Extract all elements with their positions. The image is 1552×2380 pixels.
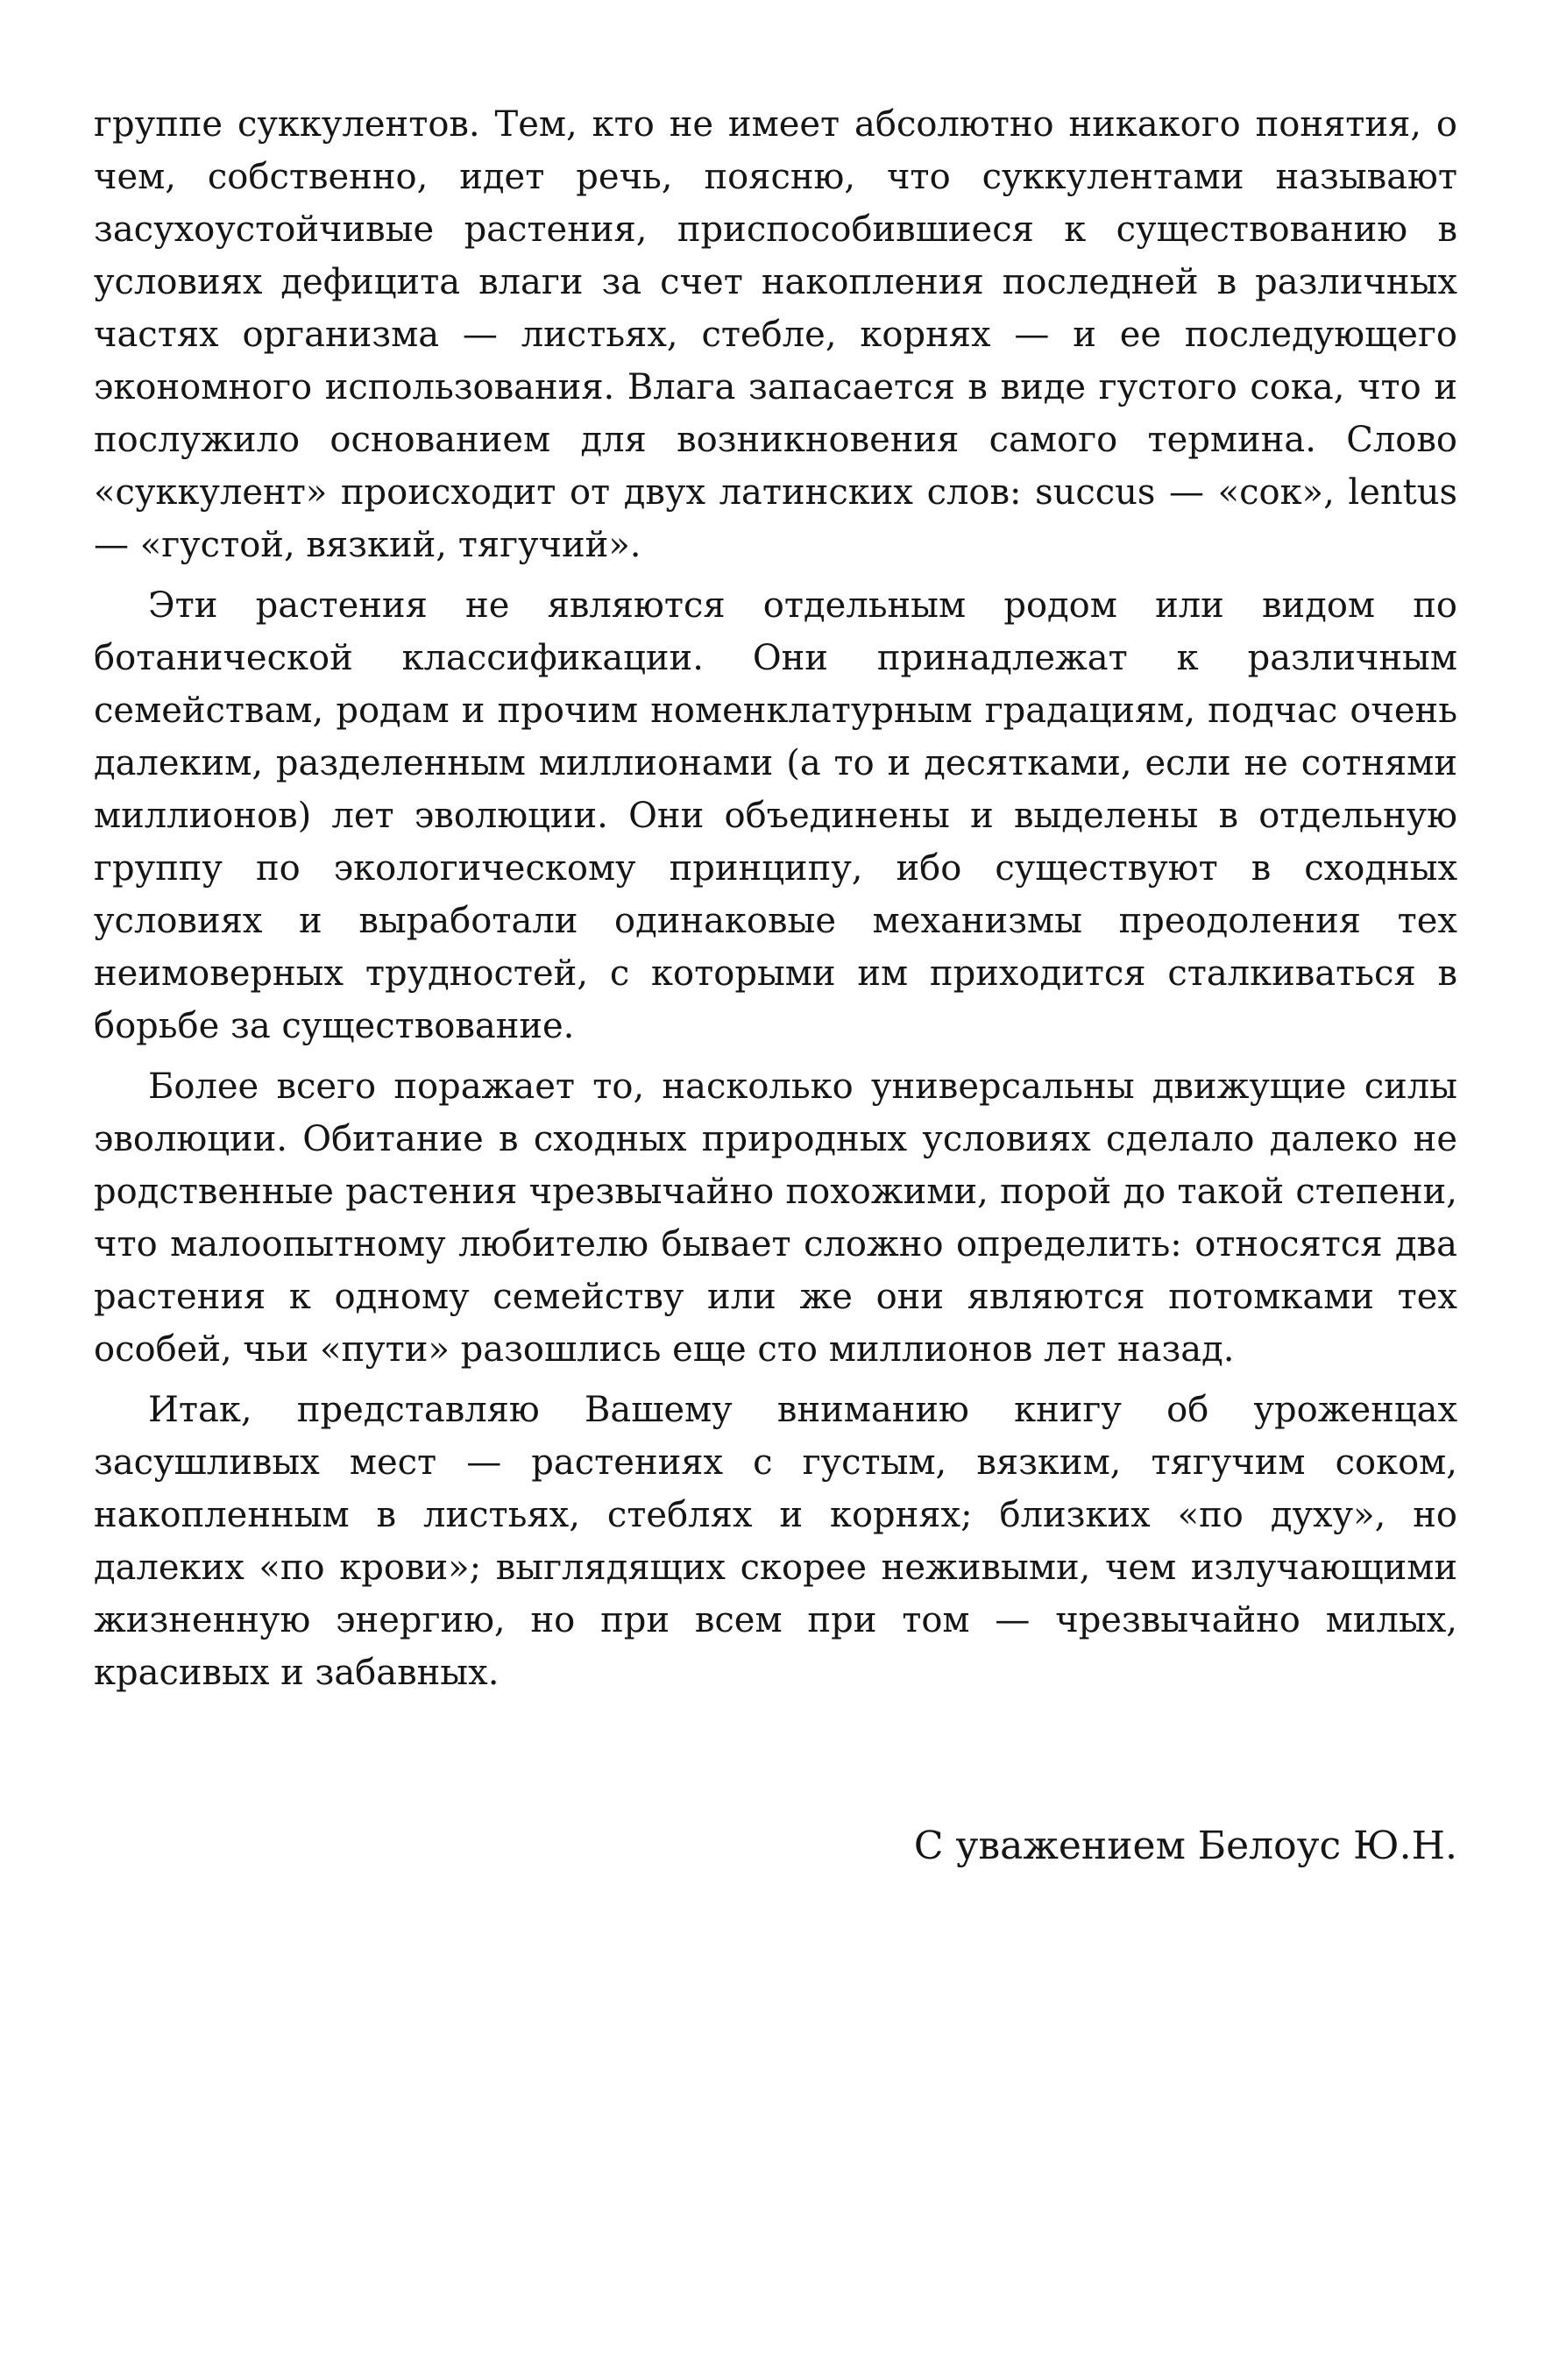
paragraph-introduction: Итак, представляю Вашему вниманию книгу об уроженцах засушливых мест — растениях с густым, вязким, тягучим соком, накопленным в листьях, стеблях и корнях; близких «по духу», но далеких «по крови»; выглядящих скорее неживыми, чем излучающими жизненную энергию, но при всем при том — чрезвычайно милых, красивых и забавных.	[94, 1390, 1457, 1693]
paragraph-classification: Эти растения не являются отдельным родом или видом по ботанической классификации. Они принадлежат к различным семействам, родам и прочим номенклатурным градациям, подчас очень далеким, разделенным миллионами (а то и десятками, если не сотнями миллионов) лет эволюции. Они объединены и выделены в отдельную группу по экологическому принципу, ибо существуют в сходных условиях и выработали одинаковые механизмы преодоления тех неимоверных трудностей, с которыми им приходится сталкиваться в борьбе за существование.	[94, 585, 1457, 1046]
author-signature: С уважением Белоус Ю.Н.	[913, 1824, 1457, 1868]
document-page	[94, 98, 1457, 1873]
paragraph-continuation: группе суккулентов. Тем, кто не имеет абсолютно никакого понятия, о чем, собственно, идет речь, поясню, что суккулентами называют засухоустойчивые растения, приспособившиеся к существованию в условиях дефицита влаги за счет накопления последней в различных частях организма — листьях, стебле, корнях — и ее последующего экономного использования. Влага запасается в виде густого сока, что и послужило основанием для возникновения самого термина. Слово «суккулент» происходит от двух латинских слов: succus — «сок», lentus — «густой, вязкий, тягучий».	[94, 104, 1457, 565]
paragraph-evolution: Более всего поражает то, насколько универсальны движущие силы эволюции. Обитание в сходных природных условиях сделало далеко не родственные растения чрезвычайно похожими, порой до такой степени, что малоопытному любителю бывает сложно определить: относятся два растения к одному семейству или же они являются потомками тех особей, чьи «пути» разошлись еще сто миллионов лет назад.	[94, 1066, 1457, 1370]
